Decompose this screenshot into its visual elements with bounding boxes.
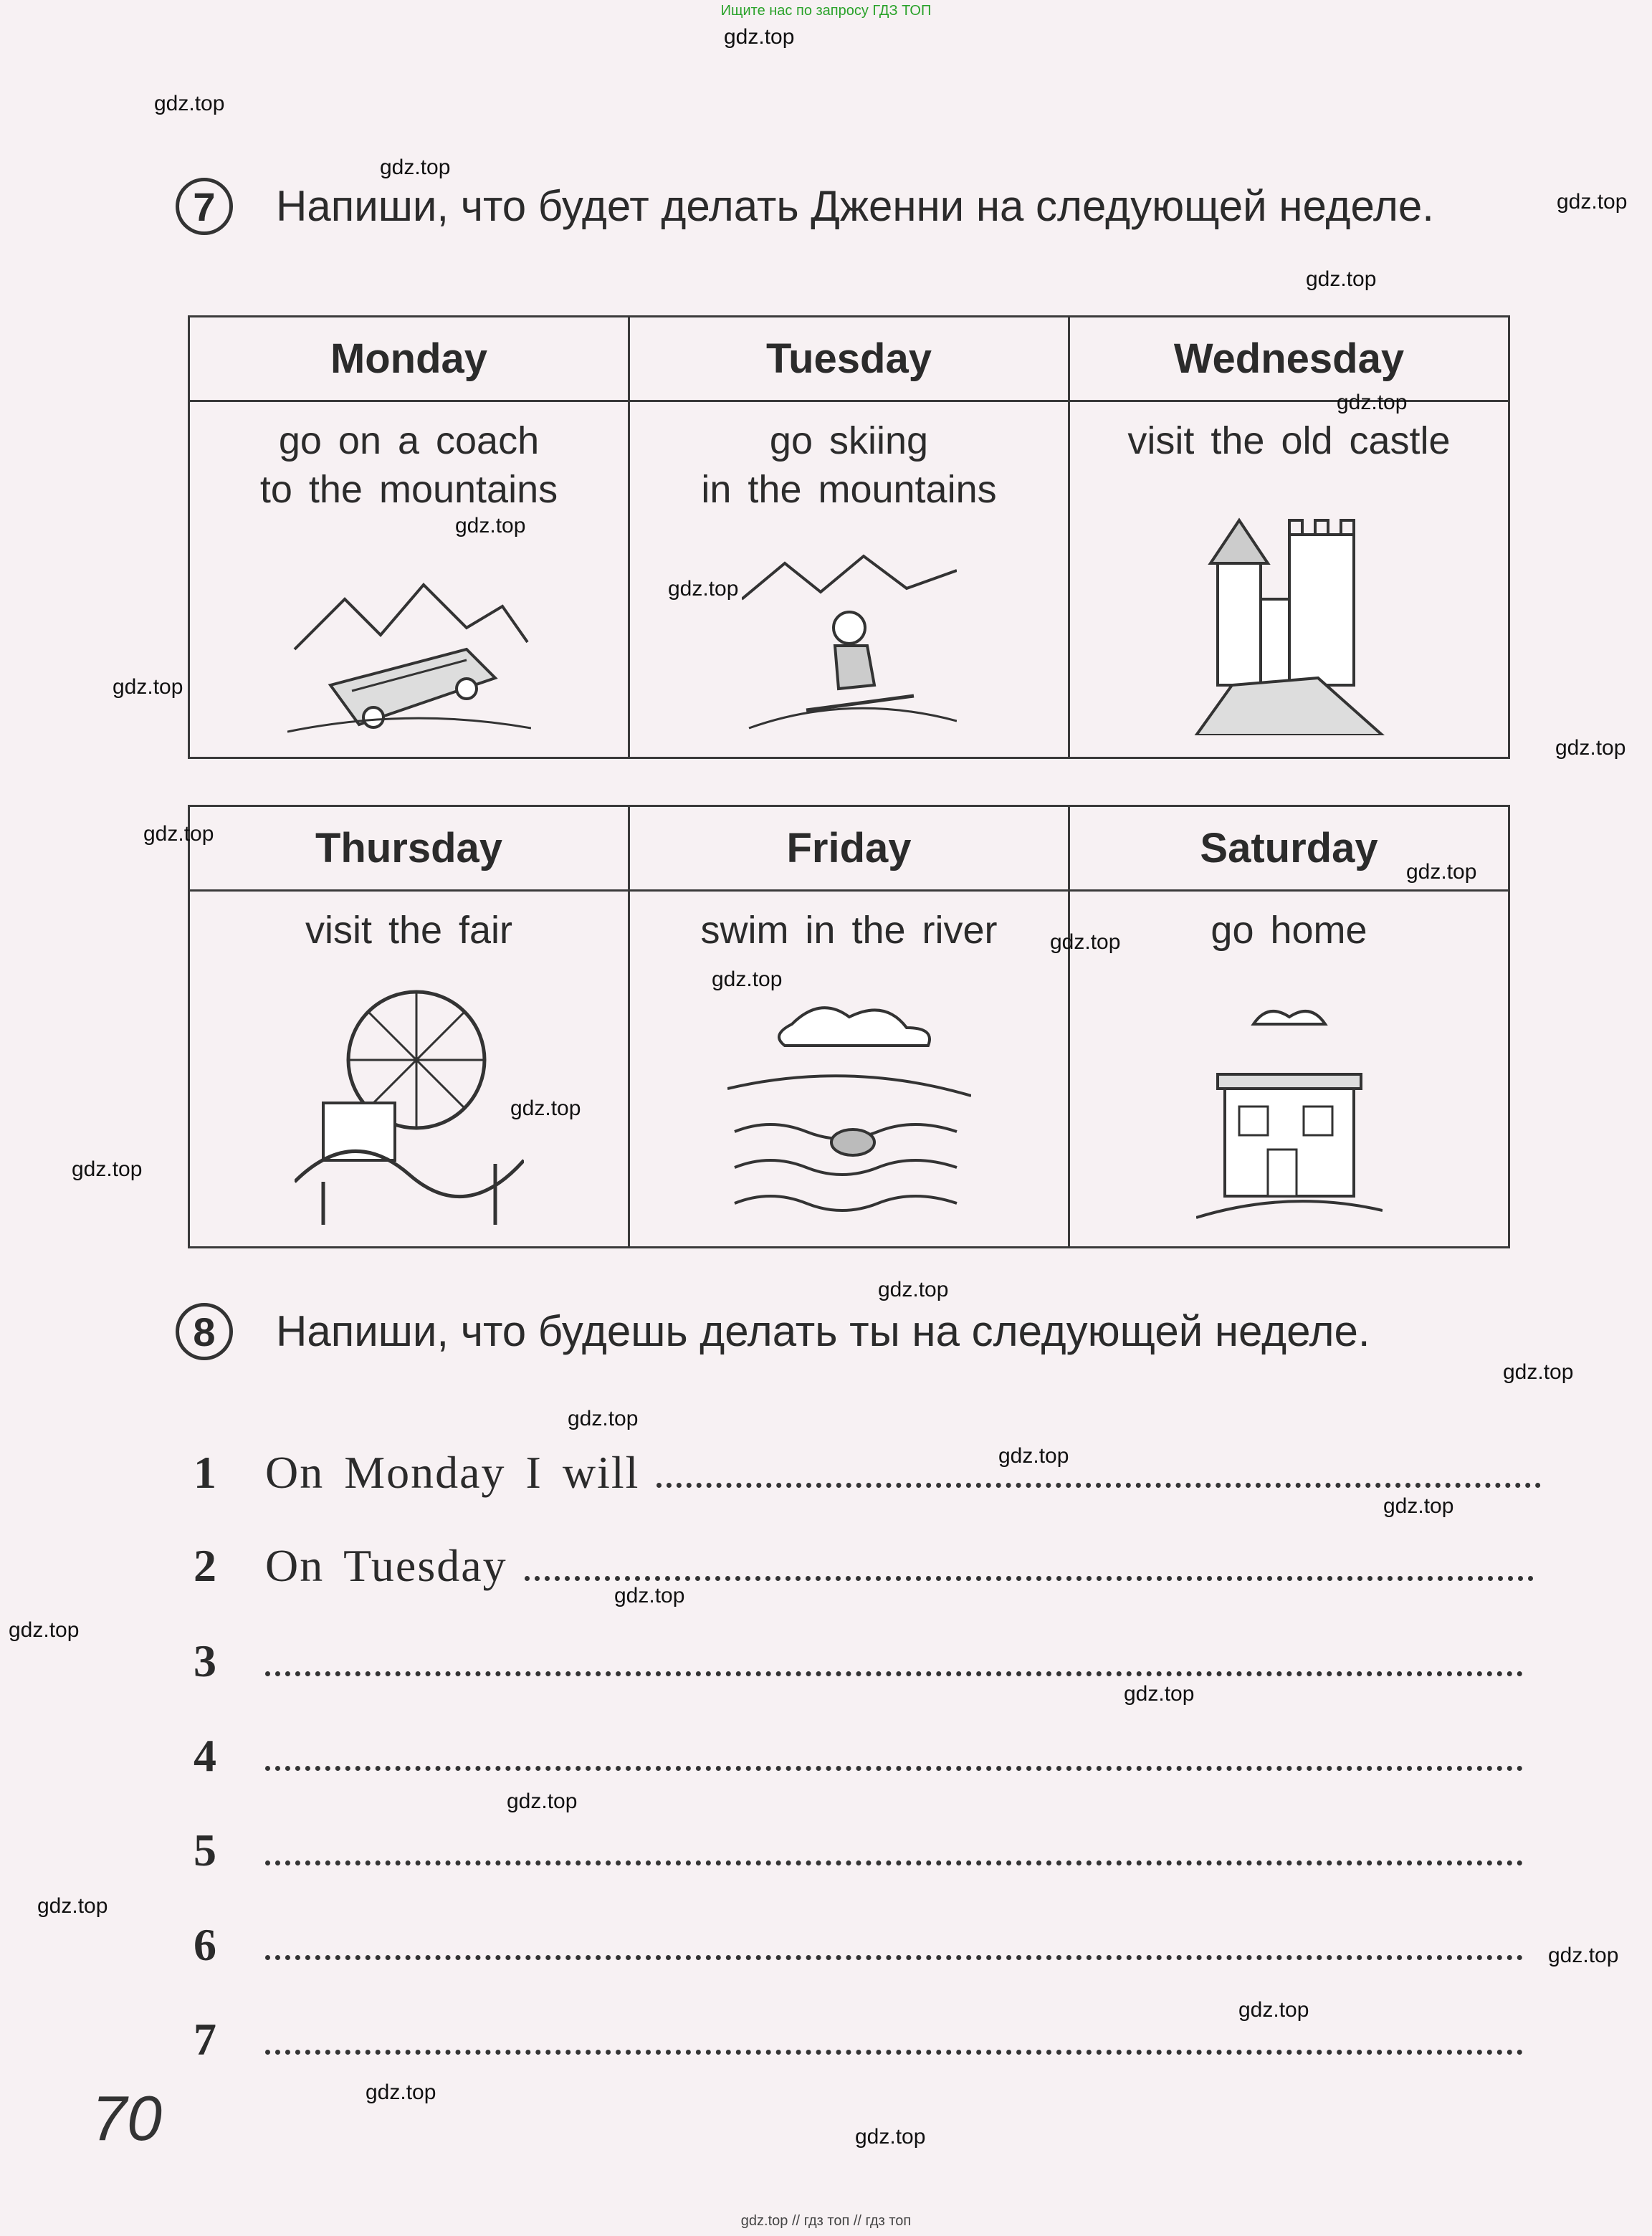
activity-wednesday-line1: visit the old castle (1127, 419, 1451, 462)
day-cell-thursday (189, 891, 629, 1248)
watermark: gdz.top (9, 1618, 80, 1642)
answer-line-3[interactable] (194, 1633, 1523, 1690)
activity-tuesday-line2: in the mountains (701, 468, 997, 511)
watermark: gdz.top (1555, 736, 1626, 760)
answer-dotted-line-7[interactable] (265, 2017, 1523, 2055)
top-banner: Ищите нас по запросу ГДЗ ТОП (720, 3, 932, 19)
watermark: gdz.top (1503, 1360, 1574, 1384)
answer-line-6[interactable] (194, 1916, 1523, 1974)
exercise-8-number: 8 (176, 1303, 233, 1360)
days-table-2 (188, 805, 1510, 1248)
day-header-monday: Monday (189, 317, 629, 401)
fair-wheel-icon (295, 981, 524, 1225)
watermark: gdz.top (668, 577, 739, 601)
watermark: gdz.top (380, 156, 451, 179)
exercise-7-instruction: Напиши, что будет делать Дженни на следующей неделе. (276, 182, 1434, 230)
answer-lead-2: On Tuesday (265, 1540, 507, 1591)
answer-line-1[interactable] (194, 1444, 1541, 1501)
watermark: gdz.top (614, 1584, 685, 1607)
activity-saturday-line1: go home (1211, 909, 1367, 952)
watermark: gdz.top (72, 1157, 143, 1181)
day-header-saturday: Saturday (1069, 806, 1509, 891)
answer-number-6: 6 (194, 1919, 216, 1970)
day-cell-friday (629, 891, 1069, 1248)
watermark: gdz.top (998, 1444, 1069, 1468)
page-number: 70 (92, 2083, 162, 2154)
watermark: gdz.top (1238, 1998, 1309, 2022)
swimmer-icon (727, 995, 971, 1225)
day-cell-wednesday (1069, 401, 1509, 758)
watermark: gdz.top (1406, 860, 1477, 884)
day-header-friday: Friday (629, 806, 1069, 891)
skier-icon (742, 549, 957, 735)
bottom-banner: gdz.top // гдз топ // гдз топ (740, 2213, 912, 2229)
watermark: gdz.top (1306, 267, 1377, 291)
coach-bus-icon (287, 570, 531, 735)
watermark: gdz.top (712, 968, 783, 991)
day-cell-saturday (1069, 891, 1509, 1248)
answer-dotted-line-5[interactable] (265, 1828, 1523, 1865)
activity-friday-line1: swim in the river (700, 909, 998, 952)
day-header-thursday: Thursday (189, 806, 629, 891)
answer-number-5: 5 (194, 1825, 216, 1876)
answer-dotted-line-6[interactable] (265, 1922, 1523, 1960)
castle-icon (1189, 506, 1390, 735)
answer-dotted-line-1[interactable] (656, 1450, 1541, 1488)
house-icon (1196, 995, 1383, 1225)
watermark: gdz.top (507, 1790, 578, 1813)
watermark: gdz.top (113, 675, 183, 699)
activity-tuesday-line1: go skiing (769, 419, 929, 462)
watermark: gdz.top (37, 1894, 108, 1918)
answer-number-4: 4 (194, 1730, 216, 1781)
answer-number-3: 3 (194, 1635, 216, 1686)
answer-number-2: 2 (194, 1540, 216, 1591)
answer-dotted-line-2[interactable] (525, 1543, 1534, 1581)
answer-dotted-line-3[interactable] (265, 1638, 1523, 1676)
watermark: gdz.top (455, 514, 526, 538)
day-header-wednesday: Wednesday (1069, 317, 1509, 401)
watermark: gdz.top (1548, 1944, 1619, 1967)
answer-line-7[interactable] (194, 2011, 1523, 2068)
watermark: gdz.top (154, 92, 225, 115)
activity-thursday-line1: visit the fair (305, 909, 513, 952)
exercise-8-instruction: Напиши, что будешь делать ты на следующей неделе. (276, 1307, 1370, 1355)
watermark: gdz.top (1337, 391, 1408, 414)
answer-line-4[interactable] (194, 1727, 1523, 1784)
days-table-1 (188, 315, 1510, 759)
watermark: gdz.top (143, 822, 214, 846)
watermark: gdz.top (878, 1278, 949, 1301)
exercise-7-number: 7 (176, 178, 233, 235)
watermark: gdz.top (1557, 190, 1628, 214)
watermark: gdz.top (855, 2125, 926, 2149)
answer-lead-1: On Monday I will (265, 1447, 640, 1498)
watermark: gdz.top (1124, 1682, 1195, 1706)
watermark: gdz.top (724, 25, 795, 49)
watermark: gdz.top (510, 1096, 581, 1120)
watermark: gdz.top (366, 2080, 436, 2104)
answer-line-2[interactable] (194, 1537, 1534, 1595)
day-header-tuesday: Tuesday (629, 317, 1069, 401)
watermark: gdz.top (1383, 1494, 1454, 1518)
watermark: gdz.top (568, 1407, 639, 1430)
answer-line-5[interactable] (194, 1822, 1523, 1879)
answer-number-7: 7 (194, 2014, 216, 2065)
answer-number-1: 1 (194, 1447, 216, 1498)
watermark: gdz.top (1050, 930, 1121, 954)
answer-dotted-line-4[interactable] (265, 1733, 1523, 1771)
day-cell-monday (189, 401, 629, 758)
activity-monday-line2: to the mountains (259, 468, 558, 511)
activity-monday-line1: go on a coach (278, 419, 540, 462)
